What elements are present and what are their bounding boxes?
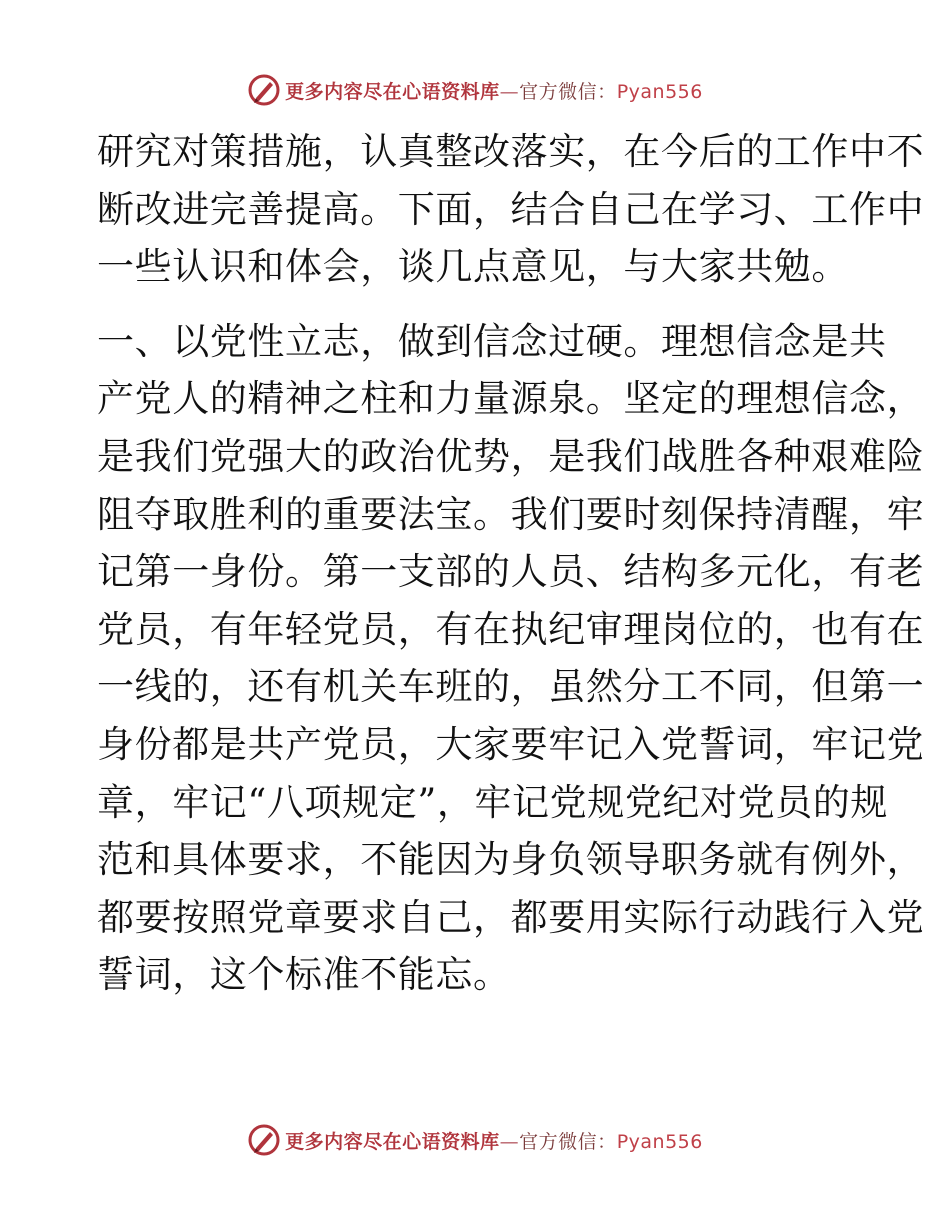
paragraph-section-one	[97, 313, 925, 1004]
text-line: 都要按照党章要求自己，都要用实际行动践行入党	[97, 895, 925, 939]
text-line: 产党人的精神之柱和力量源泉。坚定的理想信念，	[97, 377, 925, 421]
header-watermark-banner	[0, 70, 950, 110]
watermark-wechat-id: Pyan556	[616, 1130, 703, 1153]
paragraph-intro	[97, 123, 925, 296]
text-line: 一、以党性立志，做到信念过硬。理想信念是共	[97, 319, 887, 363]
watermark-wechat-label: 官方微信：	[519, 1130, 617, 1153]
watermark-text	[285, 77, 703, 104]
text-line: 誓词，这个标准不能忘。	[97, 953, 511, 997]
watermark-brand: 更多内容尽在心语资料库	[285, 1130, 500, 1153]
watermark-brand: 更多内容尽在心语资料库	[285, 80, 500, 103]
text-line: 党员，有年轻党员，有在执纪审理岗位的，也有在	[97, 607, 925, 651]
document-body	[97, 123, 925, 1004]
watermark-wechat-label: 官方微信：	[519, 80, 617, 103]
text-line: 章，牢记“八项规定”，牢记党规党纪对党员的规	[97, 780, 889, 824]
text-line: 记第一身份。第一支部的人员、结构多元化，有老	[97, 550, 925, 594]
text-line: 一线的，还有机关车班的，虽然分工不同，但第一	[97, 665, 925, 709]
pen-logo-icon	[247, 1123, 281, 1157]
watermark-dash: —	[499, 1130, 520, 1153]
text-line: 是我们党强大的政治优势，是我们战胜各种艰难险	[97, 434, 925, 478]
text-line: 一些认识和体会，谈几点意见，与大家共勉。	[97, 245, 849, 289]
watermark-wechat-id: Pyan556	[616, 80, 703, 103]
text-line: 范和具体要求，不能因为身负领导职务就有例外，	[97, 838, 925, 882]
watermark-text	[285, 1127, 703, 1154]
text-line: 研究对策措施，认真整改落实，在今后的工作中不	[97, 130, 925, 173]
pen-logo-icon	[247, 73, 281, 107]
text-line: 身份都是共产党员，大家要牢记入党誓词，牢记党	[97, 722, 925, 766]
text-line: 阻夺取胜利的重要法宝。我们要时刻保持清醒，牢	[97, 492, 925, 536]
watermark-dash: —	[499, 80, 520, 103]
footer-watermark-banner	[0, 1120, 950, 1160]
text-line: 断改进完善提高。下面，结合自己在学习、工作中	[97, 187, 925, 231]
